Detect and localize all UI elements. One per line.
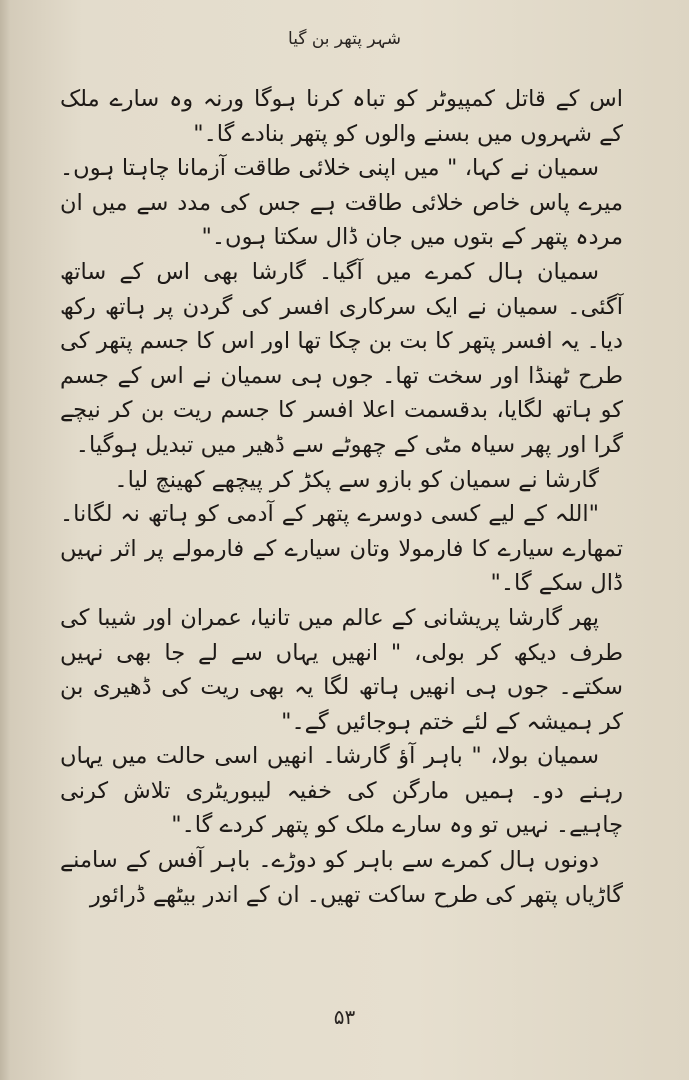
paragraph-6: پھر گارشا پریشانی کے عالم میں تانیا، عمران اور شیبا کی طرف دیکھ کر بولی، " انھیں یہاں سے لے جا بھی نہیں سکتے۔ جوں ہی انھیں ہاتھ لگا یہ بھی ریت کی ڈھیری بن کر ہمیشہ کے لئے ختم ہوجائیں گے۔" xyxy=(60,604,623,735)
page-body xyxy=(60,82,623,912)
paragraph-8: دونوں ہال کمرے سے باہر کو دوڑے۔ باہر آفس کے سامنے گاڑیاں پتھر کی طرح ساکت تھیں۔ ان کے اندر بیٹھے ڈرائور xyxy=(60,847,623,908)
paragraph-1: اس کے قاتل کمپیوٹر کو تباہ کرنا ہوگا ورنہ وہ سارے ملک کے شہروں میں بسنے والوں کو پتھر بنادے گا۔" xyxy=(60,86,623,147)
paragraph-7: سمیان بولا، " باہر آؤ گارشا۔ انھیں اسی حالت میں یہاں رہنے دو۔ ہمیں مارگن کی خفیہ لیبوریٹری تلاش کرنی چاہیے۔ نہیں تو وہ سارے ملک کو پتھر کردے گا۔" xyxy=(60,743,623,839)
paragraph-3: سمیان ہال کمرے میں آگیا۔ گارشا بھی اس کے ساتھ آگئی۔ سمیان نے ایک سرکاری افسر کی گردن پر ہاتھ رکھ دیا۔ یہ افسر پتھر کا بت بن چکا تھا اور اس کا جسم پتھر کی طرح ٹھنڈا اور سخت تھا۔ جوں ہی سمیان نے اس کے جسم کو ہاتھ لگایا، بدقسمت اعلا افسر کا جسم ریت بن کر نیچے گرا اور پھر سیاہ مٹی کے چھوٹے سے ڈھیر میں تبدیل ہوگیا۔ xyxy=(60,258,623,458)
page-binding-shadow xyxy=(0,0,10,1080)
paragraph-5: "اللہ کے لیے کسی دوسرے پتھر کے آدمی کو ہاتھ نہ لگانا۔ تمھارے سیارے کا فارمولا وتان سیارے کے فارمولے پر اثر نہیں ڈال سکے گا۔" xyxy=(60,501,623,597)
paragraph-4: گارشا نے سمیان کو بازو سے پکڑ کر پیچھے کھینچ لیا۔ xyxy=(114,466,599,493)
running-header: شہر پتھر بن گیا xyxy=(288,29,401,49)
page-number: ۵۳ xyxy=(333,1005,356,1029)
paragraph-2: سمیان نے کہا، " میں اپنی خلائی طاقت آزمانا چاہتا ہوں۔ میرے پاس خاص خلائی طاقت ہے جس کی مدد سے میں ان مردہ پتھر کے بتوں میں جان ڈال سکتا ہوں۔" xyxy=(60,155,623,251)
